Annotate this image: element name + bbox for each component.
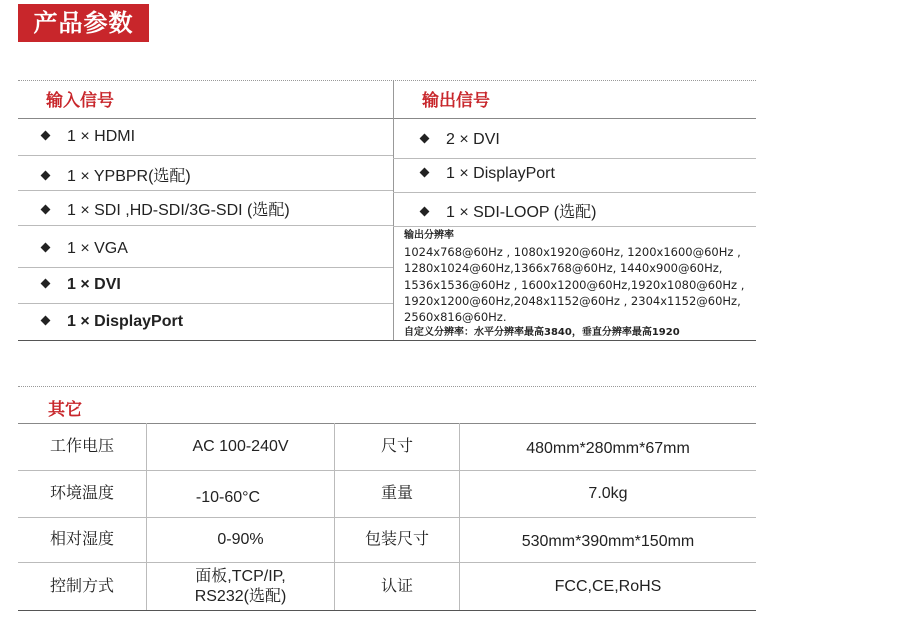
resolution-line: 2560x816@60Hz.	[404, 310, 507, 325]
spec-value: 530mm*390mm*150mm	[521, 533, 695, 550]
bullet-icon	[41, 131, 51, 141]
spec-label: 认证	[380, 577, 413, 595]
spec-value: AC 100-240V	[192, 438, 289, 455]
divider-other-top	[18, 386, 756, 387]
output-resolution-block	[404, 228, 744, 341]
row-separator	[18, 303, 393, 304]
spec-label: 环境温度	[49, 485, 114, 502]
input-signal-header: 输入信号	[46, 91, 114, 111]
input-item: 1 × DisplayPort	[42, 313, 183, 331]
bullet-icon	[41, 205, 51, 215]
bullet-icon	[420, 134, 430, 144]
input-item: 1 × HDMI	[42, 128, 135, 146]
divider-header	[18, 118, 756, 119]
spec-label: 相对湿度	[49, 531, 114, 548]
spec-label: 工作电压	[49, 438, 114, 455]
spec-value: FCC,CE,RoHS	[554, 577, 662, 595]
spec-label: 控制方式	[49, 577, 114, 595]
divider-top	[18, 80, 756, 81]
bullet-icon	[41, 279, 51, 289]
bullet-icon	[41, 316, 51, 326]
resolution-line: 1536x1536@60Hz , 1600x1200@60Hz,1920x1080@60Hz ,	[404, 277, 745, 292]
row-separator	[18, 190, 393, 191]
page-title: 产品参数	[18, 4, 149, 42]
column-divider	[393, 80, 394, 340]
resolution-line: 1920x1200@60Hz,2048x1152@60Hz , 2304x1152@60Hz,	[404, 293, 741, 308]
input-item: 1 × DVI	[42, 276, 121, 294]
bullet-icon	[420, 168, 430, 178]
bullet-icon	[41, 243, 51, 253]
output-item: 2 × DVI	[421, 131, 500, 149]
spec-value: 面板,TCP/IP, RS232(选配)	[194, 567, 287, 605]
resolution-line: 1280x1024@60Hz,1366x768@60Hz, 1440x900@60Hz,	[404, 261, 723, 276]
other-header: 其它	[48, 400, 82, 420]
spec-value: 480mm*280mm*67mm	[526, 440, 690, 457]
row-separator	[18, 267, 393, 268]
spec-label: 包装尺寸	[364, 531, 429, 548]
spec-value: -10-60°C	[195, 489, 261, 506]
row-separator	[18, 225, 393, 226]
divider-bottom	[18, 610, 756, 611]
row-separator	[393, 158, 756, 159]
custom-resolution: 自定义分辨率：水平分辨率最高3840，垂直分辨率最高1920	[404, 327, 680, 339]
bullet-icon	[41, 171, 51, 181]
resolution-title: 输出分辨率	[404, 230, 454, 241]
output-signal-header: 输出信号	[422, 91, 490, 111]
row-separator	[18, 155, 393, 156]
input-item: 1 × YPBPR(选配)	[42, 163, 191, 186]
spec-value: 0-90%	[217, 531, 264, 548]
output-item: 1 × SDI-LOOP (选配)	[421, 199, 596, 222]
spec-label: 尺寸	[380, 438, 413, 455]
bullet-icon	[420, 207, 430, 217]
resolution-line: 1024x768@60Hz , 1080x1920@60Hz, 1200x1600@60Hz ,	[404, 245, 741, 260]
output-item: 1 × DisplayPort	[421, 165, 555, 183]
spec-value: 7.0kg	[588, 485, 628, 502]
row-separator	[393, 226, 756, 227]
row-separator	[393, 192, 756, 193]
input-item: 1 × VGA	[42, 240, 128, 258]
spec-label: 重量	[380, 485, 413, 502]
input-item: 1 × SDI ,HD-SDI/3G-SDI (选配)	[42, 197, 290, 220]
